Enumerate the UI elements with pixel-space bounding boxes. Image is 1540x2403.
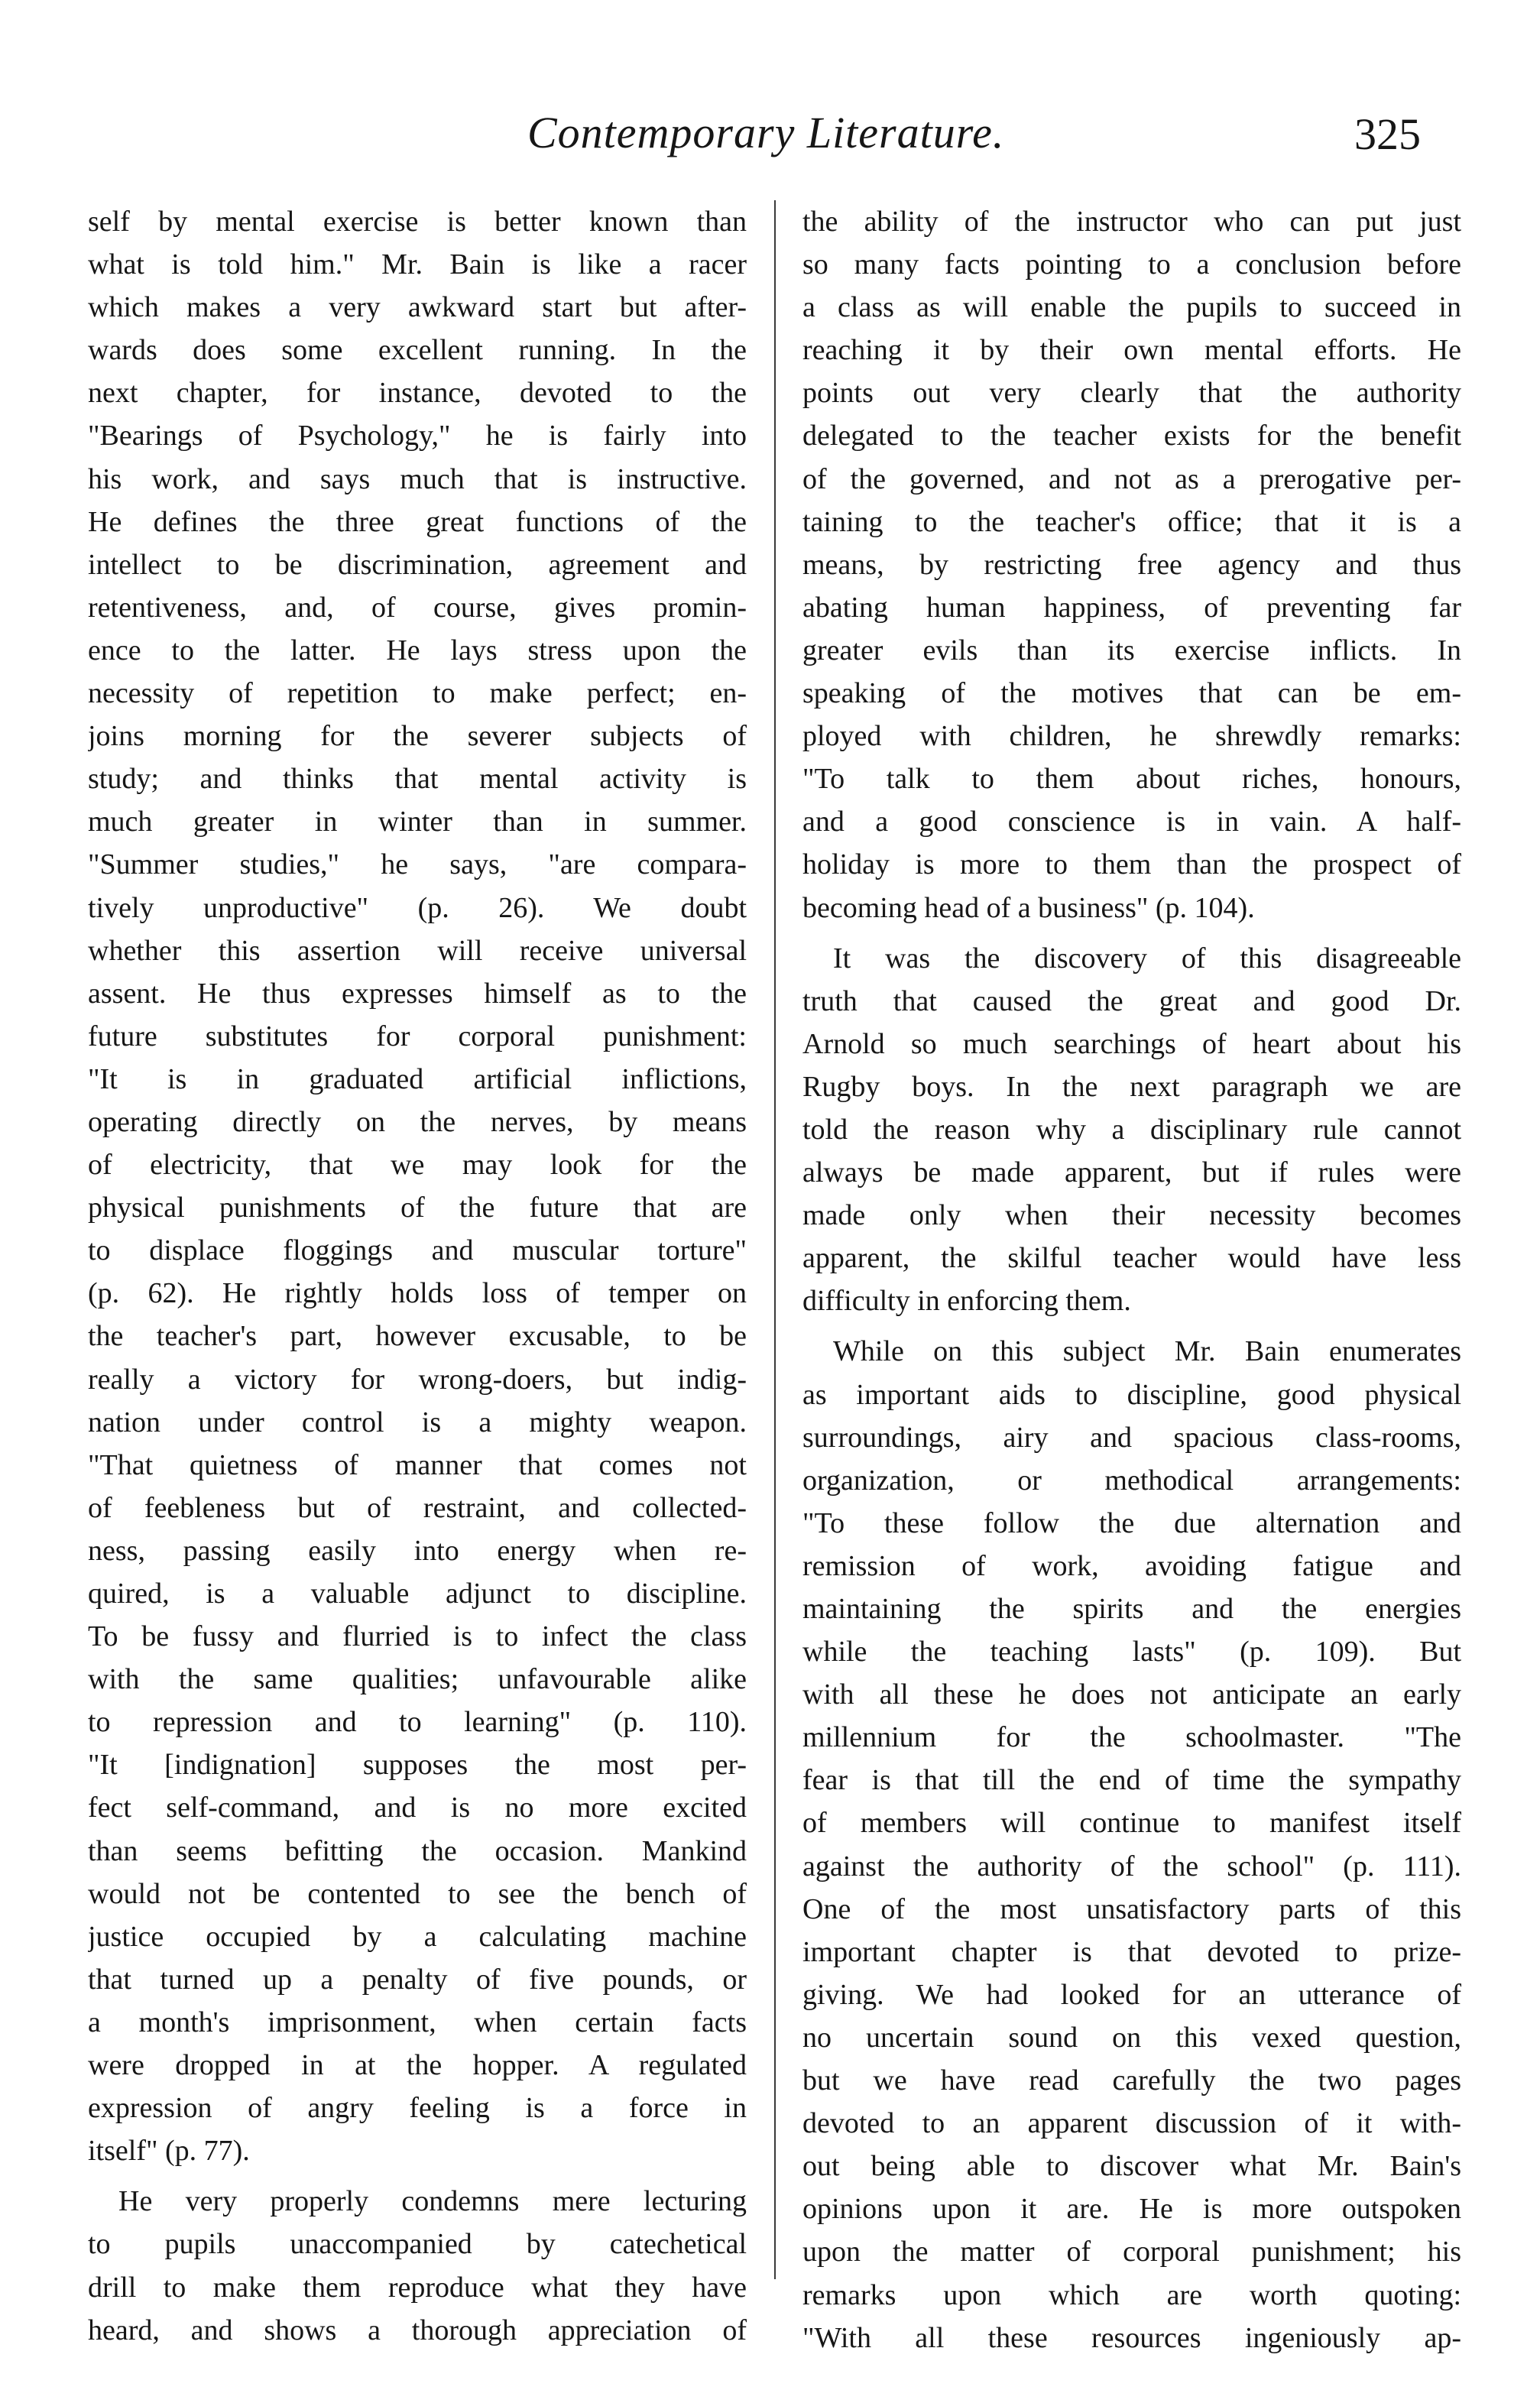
text-line: much greater in winter than in summer. [88,806,747,838]
running-head-title: Contemporary Literature. [527,108,1005,157]
page-number: 325 [1354,109,1421,159]
text-line: wards does some excellent running. In the [88,334,747,367]
text-line: millennium for the schoolmaster. "The [802,1721,1461,1754]
text-line: joins morning for the severer subjects of [88,720,747,753]
text-line: "Summer studies," he says, "are compara- [88,848,747,881]
text-line: upon the matter of corporal punishment; his [802,2236,1461,2268]
text-line: operating directly on the nerves, by means [88,1105,747,1138]
text-line: points out very clearly that the authority [802,377,1461,410]
text-line: heard, and shows a thorough appreciation of [88,2314,747,2346]
paragraph-gap [88,2172,747,2180]
text-line: (p. 62). He rightly holds loss of temper on [88,1277,747,1310]
text-line: While on this subject Mr. Bain enumerates [833,1335,1461,1368]
left-column [88,200,747,2352]
text-line: of feebleness but of restraint, and collected- [88,1491,747,1524]
text-line: were dropped in at the hopper. A regulated [88,2049,747,2082]
text-line: of the governed, and not as a prerogative per- [802,462,1461,495]
text-line: to pupils unaccompanied by catechetical [88,2228,747,2261]
text-line: He defines the three great functions of the [88,505,747,538]
text-line: a class as will enable the pupils to succeed in [802,291,1461,324]
text-line: the teacher's part, however excusable, to be [88,1320,747,1353]
text-line: so many facts pointing to a conclusion before [802,248,1461,281]
text-line: Arnold so much searchings of heart about his [802,1027,1461,1060]
column-divider [774,200,776,2279]
text-line: than seems befitting the occasion. Mankind [88,1834,747,1867]
text-line: out being able to discover what Mr. Bain's [802,2150,1461,2183]
paragraph-gap [802,929,1461,937]
text-line: no uncertain sound on this vexed question, [802,2021,1461,2054]
text-line: next chapter, for instance, devoted to the [88,377,747,410]
text-line: "It is in graduated artificial inflictions, [88,1062,747,1095]
text-line: to repression and to learning" (p. 110). [88,1706,747,1739]
text-line: difficulty in enforcing them. [802,1285,1131,1318]
text-line: that turned up a penalty of five pounds, or [88,1963,747,1996]
text-line: physical punishments of the future that are [88,1192,747,1224]
text-line: told the reason why a disciplinary rule cannot [802,1113,1461,1146]
text-line: ployed with children, he shrewdly remarks: [802,720,1461,753]
text-line: ence to the latter. He lays stress upon the [88,634,747,666]
text-line: to displace floggings and muscular torture" [88,1234,747,1267]
text-line: organization, or methodical arrangements: [802,1464,1461,1497]
text-line: as important aids to discipline, good physical [802,1378,1461,1411]
text-line: his work, and says much that is instructive. [88,462,747,495]
text-line: greater evils than its exercise inflicts. In [802,634,1461,666]
text-line: To be fussy and flurried is to infect the class [88,1620,747,1653]
text-line: delegated to the teacher exists for the benefit [802,420,1461,452]
text-line: self by mental exercise is better known than [88,206,747,238]
text-line: "Bearings of Psychology," he is fairly into [88,420,747,452]
text-line: "With all these resources ingeniously ap- [802,2321,1461,2354]
text-line: future substitutes for corporal punishment: [88,1020,747,1052]
text-line: "To these follow the due alternation and [802,1506,1461,1539]
text-line: opinions upon it are. He is more outspoken [802,2193,1461,2226]
text-line: against the authority of the school" (p. 111). [802,1850,1461,1883]
text-line: "To talk to them about riches, honours, [802,763,1461,796]
text-line: of electricity, that we may look for the [88,1149,747,1182]
text-line: always be made apparent, but if rules were [802,1156,1461,1189]
text-line: He very properly condemns mere lecturing [118,2185,747,2218]
text-line: important chapter is that devoted to prize- [802,1935,1461,1968]
text-line: "It [indignation] supposes the most per- [88,1749,747,1782]
text-line: reaching it by their own mental efforts. He [802,334,1461,367]
text-line: quired, is a valuable adjunct to discipline. [88,1578,747,1610]
text-line: itself" (p. 77). [88,2135,250,2168]
text-line: whether this assertion will receive universal [88,934,747,967]
text-line: justice occupied by a calculating machine [88,1920,747,1953]
paragraph-gap [802,1322,1461,1330]
text-line: One of the most unsatisfactory parts of this [802,1892,1461,1925]
text-line: maintaining the spirits and the energies [802,1593,1461,1625]
text-line: "That quietness of manner that comes not [88,1448,747,1481]
text-line: with the same qualities; unfavourable alike [88,1663,747,1696]
text-line: apparent, the skilful teacher would have less [802,1242,1461,1275]
text-line: expression of angry feeling is a force in [88,2092,747,2125]
text-line: a month's imprisonment, when certain facts [88,2006,747,2038]
text-line: would not be contented to see the bench of [88,1877,747,1910]
text-line: assent. He thus expresses himself as to the [88,977,747,1010]
text-line: the ability of the instructor who can put just [802,206,1461,238]
text-line: taining to the teacher's office; that it is a [802,505,1461,538]
text-line: Rugby boys. In the next paragraph we are [802,1070,1461,1103]
text-line: of members will continue to manifest itself [802,1807,1461,1840]
text-line: made only when their necessity becomes [802,1199,1461,1232]
text-line: giving. We had looked for an utterance of [802,1978,1461,2011]
right-column [802,200,1461,2359]
text-line: ness, passing easily into energy when re- [88,1534,747,1567]
text-line: study; and thinks that mental activity is [88,763,747,796]
text-line: holiday is more to them than the prospect of [802,848,1461,881]
text-line: drill to make them reproduce what they have [88,2271,747,2304]
text-line: devoted to an apparent discussion of it with- [802,2107,1461,2140]
text-line: remission of work, avoiding fatigue and [802,1549,1461,1582]
text-line: retentiveness, and, of course, gives promin- [88,591,747,624]
text-line: while the teaching lasts" (p. 109). But [802,1636,1461,1668]
text-line: remarks upon which are worth quoting: [802,2278,1461,2311]
text-line: means, by restricting free agency and thus [802,548,1461,581]
text-line: It was the discovery of this disagreeable [833,942,1461,974]
text-line: fect self-command, and is no more excited [88,1792,747,1824]
text-line: speaking of the motives that can be em- [802,677,1461,710]
text-line: becoming head of a business" (p. 104). [802,891,1255,924]
text-line: tively unproductive" (p. 26). We doubt [88,891,747,924]
text-line: surroundings, airy and spacious class-rooms, [802,1421,1461,1454]
text-line: what is told him." Mr. Bain is like a racer [88,248,747,281]
text-line: fear is that till the end of time the sympathy [802,1764,1461,1797]
text-line: but we have read carefully the two pages [802,2064,1461,2097]
text-line: intellect to be discrimination, agreement and [88,548,747,581]
text-line: nation under control is a mighty weapon. [88,1406,747,1438]
text-line: and a good conscience is in vain. A half- [802,806,1461,838]
text-line: necessity of repetition to make perfect; en- [88,677,747,710]
text-line: really a victory for wrong-doers, but indig- [88,1363,747,1396]
text-line: with all these he does not anticipate an early [802,1678,1461,1711]
text-line: abating human happiness, of preventing far [802,591,1461,624]
text-line: which makes a very awkward start but after- [88,291,747,324]
text-line: truth that caused the great and good Dr. [802,984,1461,1017]
